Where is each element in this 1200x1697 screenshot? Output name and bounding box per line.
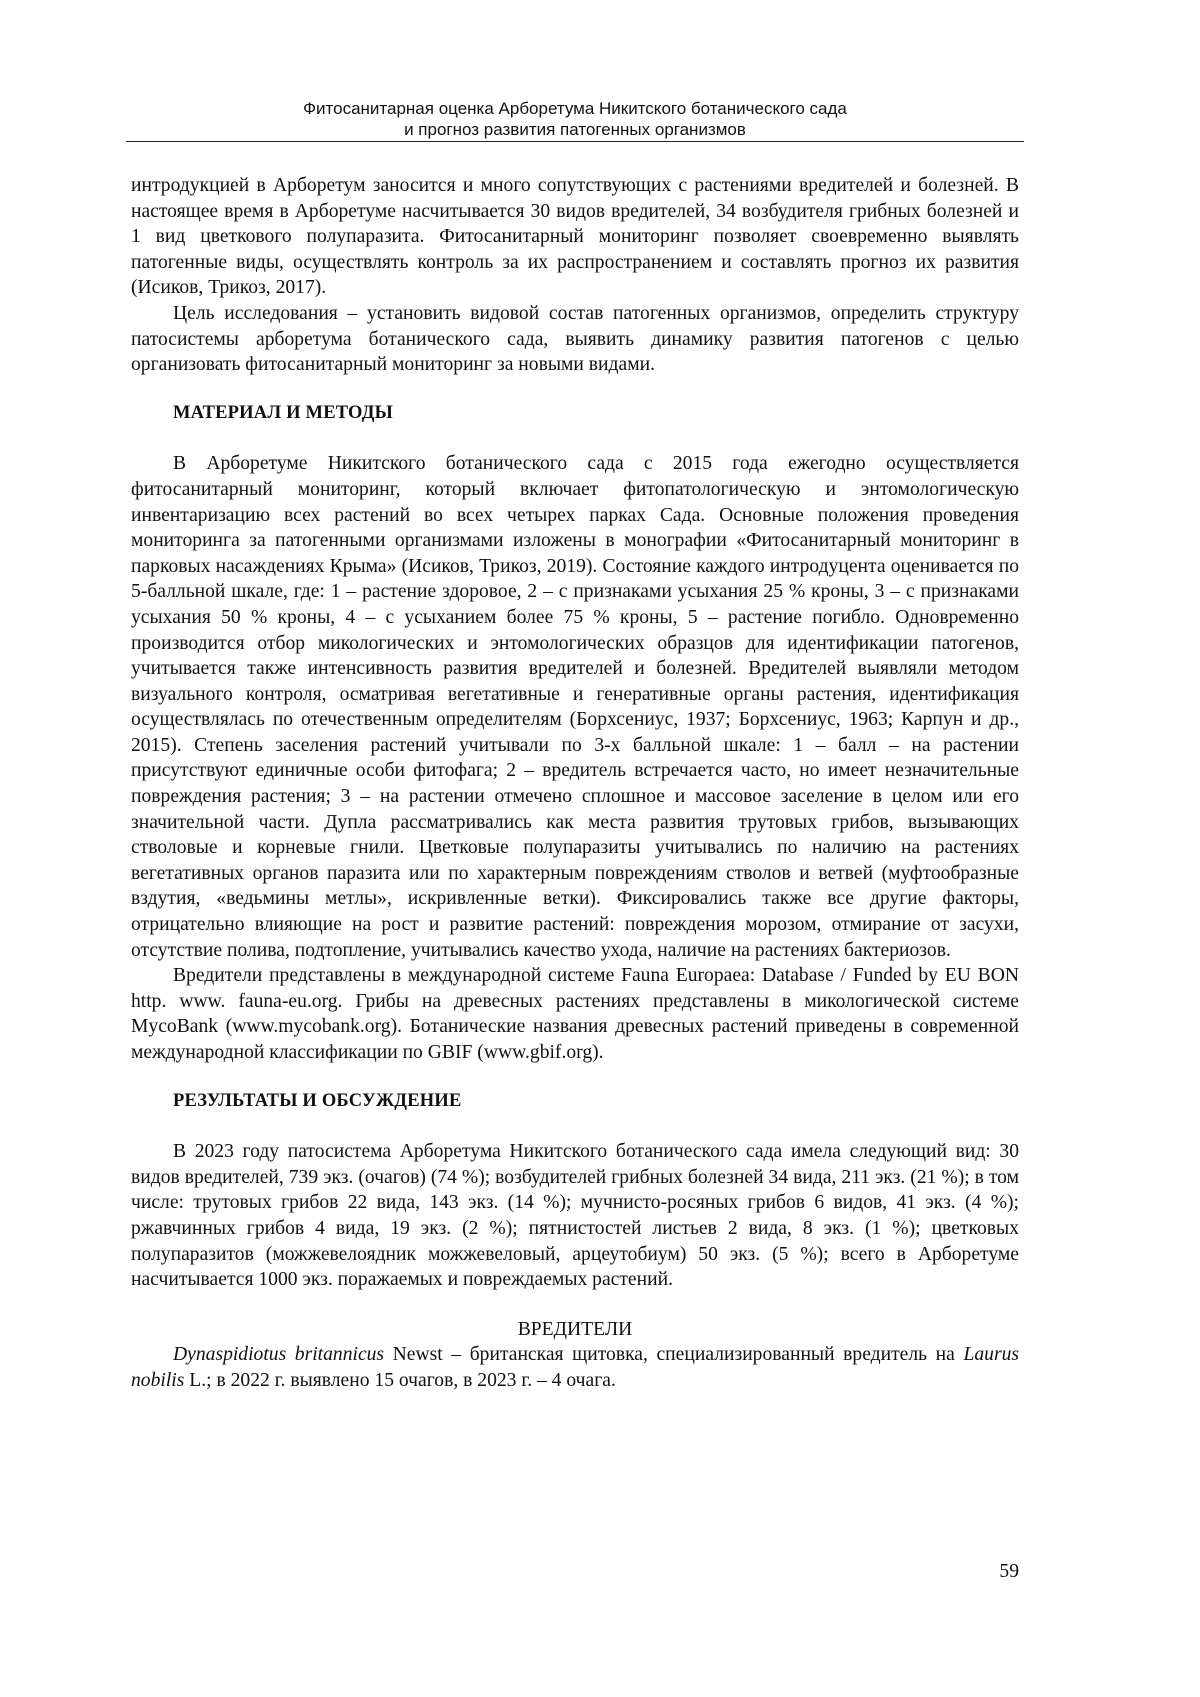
host-plant-name: Laurus nobilis <box>131 1344 1019 1391</box>
page-number: 59 <box>999 1561 1019 1582</box>
pest-description-part-1: Newst – британская щитовка, специализированный вредитель на <box>384 1344 964 1366</box>
paragraph-results: В 2023 году патосистема Арборетума Никитского ботанического сада имела следующий вид: 30 видов вредителей, 739 экз. (очагов) (74 %); возбудителей грибных болезней 34 вида, 211 экз. (21 %); в том числе: трутовых грибов 22 вида, 143 экз. (14 %); мучнисто-росяных грибов 6 видов, 41 экз. (4 %); ржавчинных грибов 4 вида, 19 экз. (2 %); пятнистостей листьев 2 вида, 8 экз. (1 %); цветковых полупаразитов (можжевелоядник можжевеловый, арцеутобиум) 50 экз. (5 %); всего в Арборетуме насчитывается 1000 экз. поражаемых и повреждаемых растений. <box>131 1141 1019 1291</box>
paragraph-intro-continuation: интродукцией в Арборетум заносится и много сопутствующих с растениями вредителей и болезней. В настоящее время в Арборетуме насчитывается 30 видов вредителей, 34 возбудителя грибных болезней и 1 вид цветкового полупаразита. Фитосанитарный мониторинг позволяет своевременно выявлять патогенные виды, осуществлять контроль за их распространением и составлять прогноз их развития (Исиков, Трикоз, 2017). <box>131 175 1019 299</box>
header-rule <box>126 141 1024 142</box>
pest-description-part-2: L.; в 2022 г. выявлено 15 очагов, в 2023 г. – 4 очага. <box>184 1369 616 1391</box>
paragraph-pest-dynaspidiotus <box>131 1342 1019 1393</box>
section-heading-results: РЕЗУЛЬТАТЫ И ОБСУЖДЕНИЕ <box>173 1090 462 1111</box>
running-header <box>126 98 1024 140</box>
paragraph-research-goal: Цель исследования – установить видовой состав патогенных организмов, определить структуру патосистемы арборетума ботанического сада, выявить динамику развития патогенов с целью организовать фитосанитарный мониторинг за новыми видами. <box>131 302 1019 376</box>
paragraph-methods: В Арборетуме Никитского ботанического сада с 2015 года ежегодно осуществляется фитосанитарный мониторинг, который включает фитопатологическую и энтомологическую инвентаризацию всех растений во всех четырех парках Сада. Основные положения проведения мониторинга за патогенными организмами изложены в монографии «Фитосанитарный мониторинг в парковых насаждениях Крыма» (Исиков, Трикоз, 2019). Состояние каждого интродуцента оценивается по 5-балльной шкале, где: 1 – растение здоровое, 2 – с признаками усыхания 25 % кроны, 3 – с признаками усыхания 50 % кроны, 4 – с усыханием более 75 % кроны, 5 – растение погибло. Одновременно производится отбор микологических и энтомологических образцов для идентификации патогенов, учитывается также интенсивность развития вредителей и болезней. Вредителей выявляли методом визуального контроля, осматривая вегетативные и генеративные органы растения, идентификация осуществлялась по отечественным определителям (Борхсениус, 1937; Борхсениус, 1963; Карпун и др., 2015). Степень заселения растений учитывали по 3-х балльной шкале: 1 – балл – на растении присутствуют единичные особи фитофага; 2 – вредитель встречается часто, но имеет незначительные повреждения растения; 3 – на растении отмечено сплошное и массовое заселение в целом или его значительной части. Дупла рассматривались как места развития трутовых грибов, вызывающих стволовые и корневые гнили. Цветковые полупаразиты учитывались по наличию на растениях вегетативных органов паразита или по характерным повреждениям стволов и ветвей (муфтообразные вздутия, «ведьмины метлы», искривленные ветки). Фиксировались также все другие факторы, отрицательно влияющие на рост и развитие растений: повреждения морозом, отмирание от засухи, отсутствие полива, подтопление, учитывались качество ухода, наличие на растениях бактериозов. <box>131 453 1019 961</box>
running-header-line-2: и прогноз развития патогенных организмов <box>404 120 746 139</box>
section-heading-methods: МАТЕРИАЛ И МЕТОДЫ <box>173 402 394 423</box>
subheading-pests: ВРЕДИТЕЛИ <box>517 1318 633 1340</box>
paragraph-databases: Вредители представлены в международной системе Fauna Europaea: Database / Funded by EU BON http. www. fauna-eu.org. Грибы на древесных растениях представлены в микологической системе MycoBank (www.mycobank.org). Ботанические названия древесных растений приведены в современной международной классификации по GBIF (www.gbif.org). <box>131 965 1019 1063</box>
species-name: Dynaspidiotus britannicus <box>173 1344 385 1366</box>
body-text <box>131 173 1019 1394</box>
running-header-line-1: Фитосанитарная оценка Арборетума Никитского ботанического сада <box>303 99 847 118</box>
